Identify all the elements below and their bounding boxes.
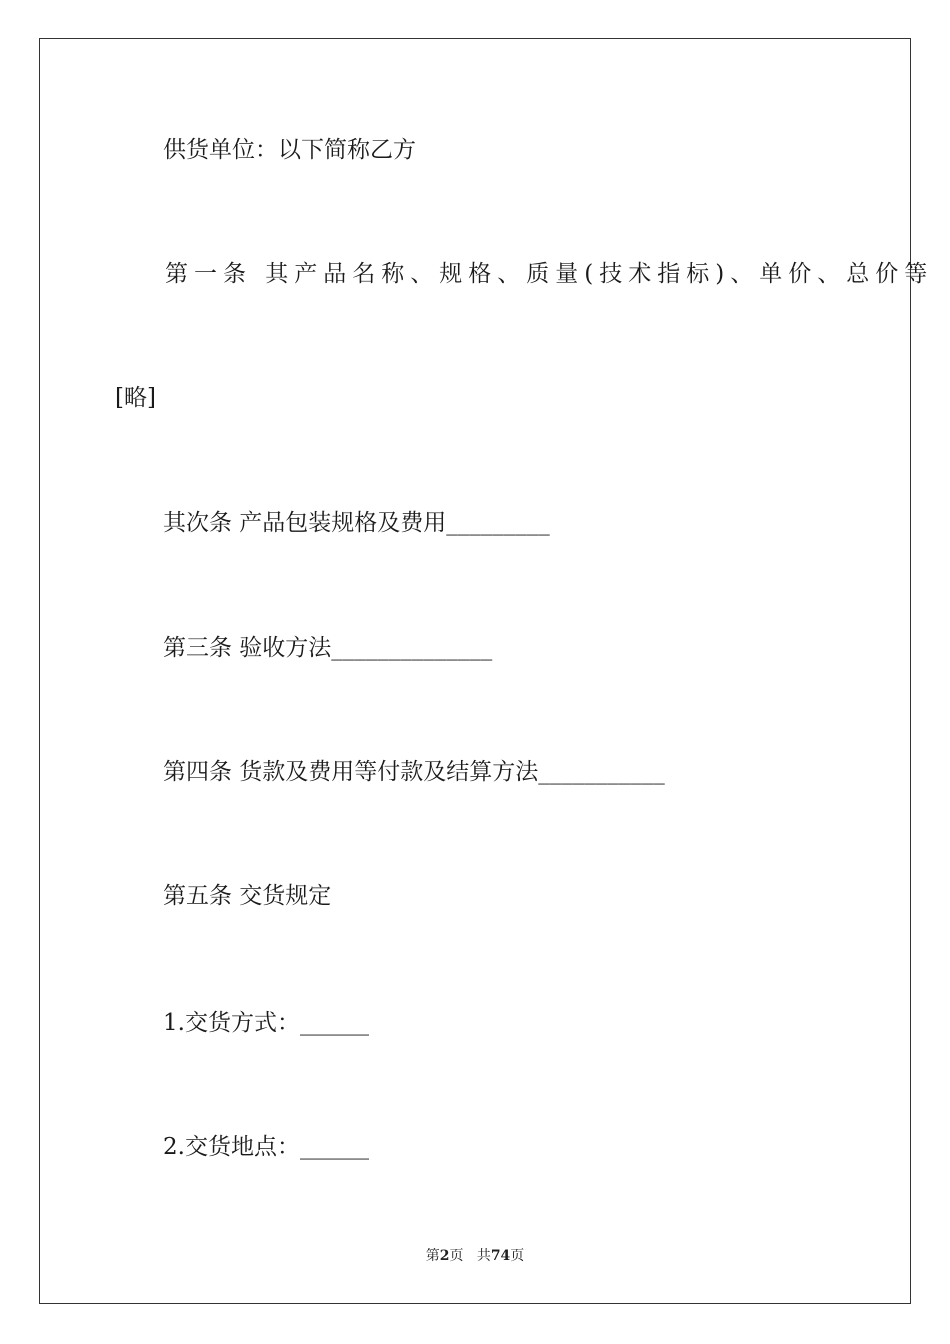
footer-total-prefix: 共 xyxy=(476,1248,491,1264)
footer-total-suffix: 页 xyxy=(510,1248,525,1264)
supplier-line: 供货单位：以下简称乙方 xyxy=(163,137,416,163)
article-2-line: 其次条 产品包装规格及费用_________ xyxy=(163,510,550,536)
footer-total-pages: 74 xyxy=(490,1248,511,1264)
article-5-line: 第五条 交货规定 xyxy=(163,883,332,909)
page-border xyxy=(39,38,911,1304)
article-1-continuation: [略] xyxy=(115,385,156,411)
article-1-line: 第一条 其产品名称、规格、质量(技术指标)、单价、总价等 xyxy=(165,261,934,287)
page-footer xyxy=(0,1246,950,1266)
footer-page-number: 2 xyxy=(439,1248,450,1264)
delivery-method-line: 1.交货方式：______ xyxy=(163,1010,369,1036)
article-4-line: 第四条 货款及费用等付款及结算方法___________ xyxy=(163,759,665,785)
footer-page-prefix: 第 xyxy=(425,1248,440,1264)
footer-page-suffix: 页 xyxy=(449,1248,464,1264)
article-3-line: 第三条 验收方法______________ xyxy=(163,635,493,661)
delivery-place-line: 2.交货地点：______ xyxy=(163,1134,369,1160)
